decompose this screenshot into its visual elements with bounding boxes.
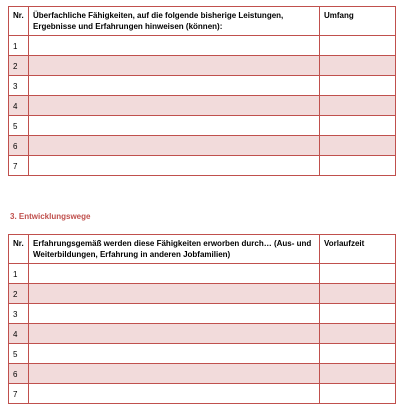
table-row bbox=[9, 364, 396, 384]
table-row bbox=[9, 344, 396, 364]
table-row bbox=[9, 136, 396, 156]
vorlaufzeit-cell[interactable] bbox=[320, 344, 396, 364]
row-number: 1 bbox=[9, 264, 29, 284]
table-row bbox=[9, 96, 396, 116]
skill-cell[interactable] bbox=[29, 136, 320, 156]
row-number: 7 bbox=[9, 384, 29, 404]
row-number: 1 bbox=[9, 36, 29, 56]
table-row bbox=[9, 36, 396, 56]
skill-cell[interactable] bbox=[29, 76, 320, 96]
header-nr: Nr. bbox=[9, 7, 29, 36]
table-row bbox=[9, 76, 396, 96]
skill-cell[interactable] bbox=[29, 56, 320, 76]
row-number: 6 bbox=[9, 364, 29, 384]
development-cell[interactable] bbox=[29, 264, 320, 284]
table-row bbox=[9, 264, 396, 284]
development-table-header bbox=[9, 235, 396, 264]
umfang-cell[interactable] bbox=[320, 36, 396, 56]
table-row bbox=[9, 304, 396, 324]
row-number: 2 bbox=[9, 56, 29, 76]
row-number: 3 bbox=[9, 304, 29, 324]
development-cell[interactable] bbox=[29, 284, 320, 304]
table-row bbox=[9, 384, 396, 404]
umfang-cell[interactable] bbox=[320, 56, 396, 76]
table-row bbox=[9, 116, 396, 136]
development-cell[interactable] bbox=[29, 344, 320, 364]
development-paths-table bbox=[8, 234, 396, 404]
row-number: 7 bbox=[9, 156, 29, 176]
vorlaufzeit-cell[interactable] bbox=[320, 284, 396, 304]
development-cell[interactable] bbox=[29, 384, 320, 404]
skills-table-header bbox=[9, 7, 396, 36]
skills-table bbox=[8, 6, 396, 176]
development-cell[interactable] bbox=[29, 304, 320, 324]
row-number: 5 bbox=[9, 344, 29, 364]
umfang-cell[interactable] bbox=[320, 76, 396, 96]
umfang-cell[interactable] bbox=[320, 116, 396, 136]
section-heading-entwicklungswege: 3. Entwicklungswege bbox=[10, 212, 91, 221]
row-number: 6 bbox=[9, 136, 29, 156]
skill-cell[interactable] bbox=[29, 156, 320, 176]
row-number: 5 bbox=[9, 116, 29, 136]
table-row bbox=[9, 56, 396, 76]
development-cell[interactable] bbox=[29, 324, 320, 344]
header-nr: Nr. bbox=[9, 235, 29, 264]
vorlaufzeit-cell[interactable] bbox=[320, 264, 396, 284]
table-row bbox=[9, 324, 396, 344]
vorlaufzeit-cell[interactable] bbox=[320, 324, 396, 344]
skill-cell[interactable] bbox=[29, 96, 320, 116]
vorlaufzeit-cell[interactable] bbox=[320, 364, 396, 384]
development-cell[interactable] bbox=[29, 364, 320, 384]
header-vorlaufzeit: Vorlaufzeit bbox=[320, 235, 396, 264]
row-number: 2 bbox=[9, 284, 29, 304]
umfang-cell[interactable] bbox=[320, 136, 396, 156]
skill-cell[interactable] bbox=[29, 116, 320, 136]
header-skills-description: Überfachliche Fähigkeiten, auf die folgende bisherige Leistungen, Ergebnisse und Erfahrungen hinweisen (können): bbox=[29, 7, 320, 36]
table-row bbox=[9, 284, 396, 304]
table-row bbox=[9, 156, 396, 176]
row-number: 4 bbox=[9, 96, 29, 116]
umfang-cell[interactable] bbox=[320, 156, 396, 176]
row-number: 4 bbox=[9, 324, 29, 344]
header-development-description: Erfahrungsgemäß werden diese Fähigkeiten erworben durch… (Aus- und Weiterbildungen, Erfahrung in anderen Jobfamilien) bbox=[29, 235, 320, 264]
vorlaufzeit-cell[interactable] bbox=[320, 384, 396, 404]
umfang-cell[interactable] bbox=[320, 96, 396, 116]
vorlaufzeit-cell[interactable] bbox=[320, 304, 396, 324]
row-number: 3 bbox=[9, 76, 29, 96]
header-umfang: Umfang bbox=[320, 7, 396, 36]
skill-cell[interactable] bbox=[29, 36, 320, 56]
